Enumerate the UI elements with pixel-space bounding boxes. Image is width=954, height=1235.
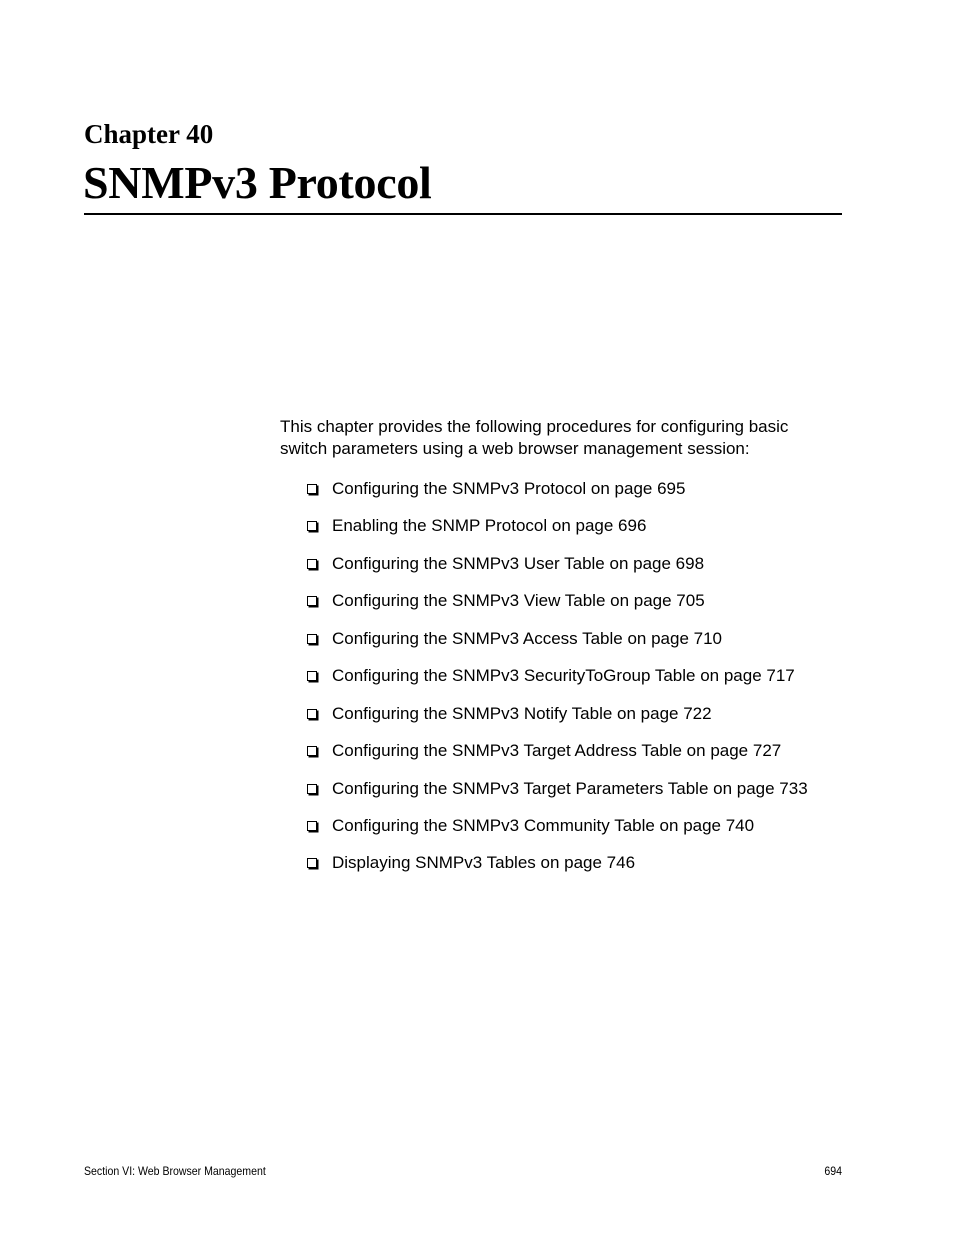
checkbox-icon	[307, 484, 317, 494]
intro-paragraph: This chapter provides the following procedures for configuring basic switch parameters using a web browser management session:	[280, 417, 789, 458]
footer-page-number: 694	[824, 1164, 842, 1178]
procedure-link[interactable]: Configuring the SNMPv3 User Table on page 698	[332, 553, 705, 573]
procedure-link[interactable]: Configuring the SNMPv3 Protocol on page 695	[332, 479, 686, 498]
checkbox-icon	[307, 671, 317, 681]
procedure-link[interactable]: Configuring the SNMPv3 Target Parameters Table on page 733	[332, 778, 808, 798]
checkbox-icon	[307, 521, 317, 531]
procedure-link[interactable]: Displaying SNMPv3 Tables on page 746	[332, 853, 636, 873]
title-divider	[84, 213, 842, 215]
procedure-link[interactable]: Enabling the SNMP Protocol on page 696	[332, 516, 647, 536]
procedure-list	[307, 477, 808, 889]
checkbox-icon	[307, 821, 317, 831]
list-item	[307, 552, 808, 589]
chapter-label: Chapter 40	[84, 119, 214, 149]
list-item	[307, 514, 808, 551]
checkbox-icon	[307, 784, 317, 794]
list-item	[307, 851, 808, 888]
checkbox-icon	[307, 709, 317, 719]
procedure-link[interactable]: Configuring the SNMPv3 Access Table on page 710	[332, 628, 722, 648]
list-item	[307, 477, 808, 514]
procedure-link[interactable]: Configuring the SNMPv3 Target Address Table on page 727	[332, 741, 782, 761]
list-item	[307, 589, 808, 626]
list-item	[307, 702, 808, 739]
list-item	[307, 627, 808, 664]
list-item	[307, 739, 808, 776]
checkbox-icon	[307, 634, 317, 644]
chapter-title: SNMPv3 Protocol	[83, 157, 432, 208]
checkbox-icon	[307, 596, 317, 606]
checkbox-icon	[307, 746, 317, 756]
footer-section-title: Section VI: Web Browser Management	[84, 1164, 266, 1178]
procedure-link[interactable]: Configuring the SNMPv3 Community Table on page 740	[332, 815, 755, 835]
procedure-link[interactable]: Configuring the SNMPv3 SecurityToGroup Table on page 717	[332, 666, 795, 686]
procedure-link[interactable]: Configuring the SNMPv3 View Table on page 705	[332, 591, 705, 611]
procedure-link[interactable]: Configuring the SNMPv3 Notify Table on page 722	[332, 703, 712, 723]
list-item	[307, 777, 808, 814]
checkbox-icon	[307, 559, 317, 569]
list-item	[307, 664, 808, 701]
checkbox-icon	[307, 858, 317, 868]
list-item	[307, 814, 808, 851]
